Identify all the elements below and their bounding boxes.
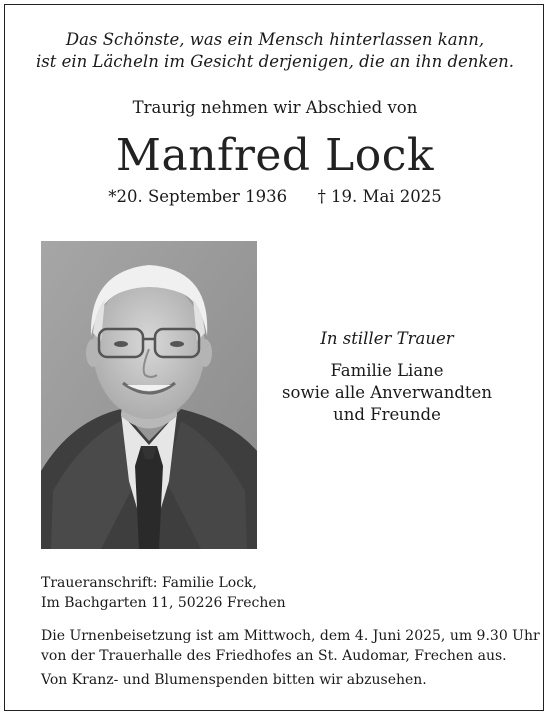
deceased-name: Manfred Lock	[115, 130, 435, 181]
mourners-line-3: und Freunde	[333, 405, 441, 424]
mourning-heading: In stiller Trauer	[320, 329, 454, 348]
ceremony-line-1: Die Urnenbeisetzung ist am Mittwoch, dem 4. Juni 2025, um 9.30 Uhr	[41, 628, 540, 644]
mourners-block	[272, 328, 502, 426]
mourners-line-2: sowie alle Anverwandten	[282, 383, 492, 402]
portrait-photo-image	[41, 241, 257, 549]
condolence-address	[41, 573, 286, 613]
death-date: † 19. Mai 2025	[317, 187, 442, 206]
ceremony-line-3: Von Kranz- und Blumenspenden bitten wir abzusehen.	[41, 672, 427, 688]
portrait-photo	[41, 241, 257, 549]
ceremony-line-2: von der Trauerhalle des Friedhofes an St. Audomar, Frechen aus.	[41, 648, 507, 664]
quote-line-2: ist ein Lächeln im Gesicht derjenigen, die an ihn denken.	[35, 52, 515, 71]
intro-text: Traurig nehmen wir Abschied von	[132, 98, 418, 117]
address-line-2: Im Bachgarten 11, 50226 Frechen	[41, 595, 286, 611]
address-line-1: Traueranschrift: Familie Lock,	[41, 575, 257, 591]
ceremony-info	[41, 626, 540, 690]
life-dates	[0, 187, 550, 206]
quote-line-1: Das Schönste, was ein Mensch hinterlassen kann,	[65, 30, 485, 49]
mourners-line-1: Familie Liane	[330, 361, 444, 380]
memorial-quote	[0, 29, 550, 73]
birth-date: *20. September 1936	[108, 187, 288, 206]
